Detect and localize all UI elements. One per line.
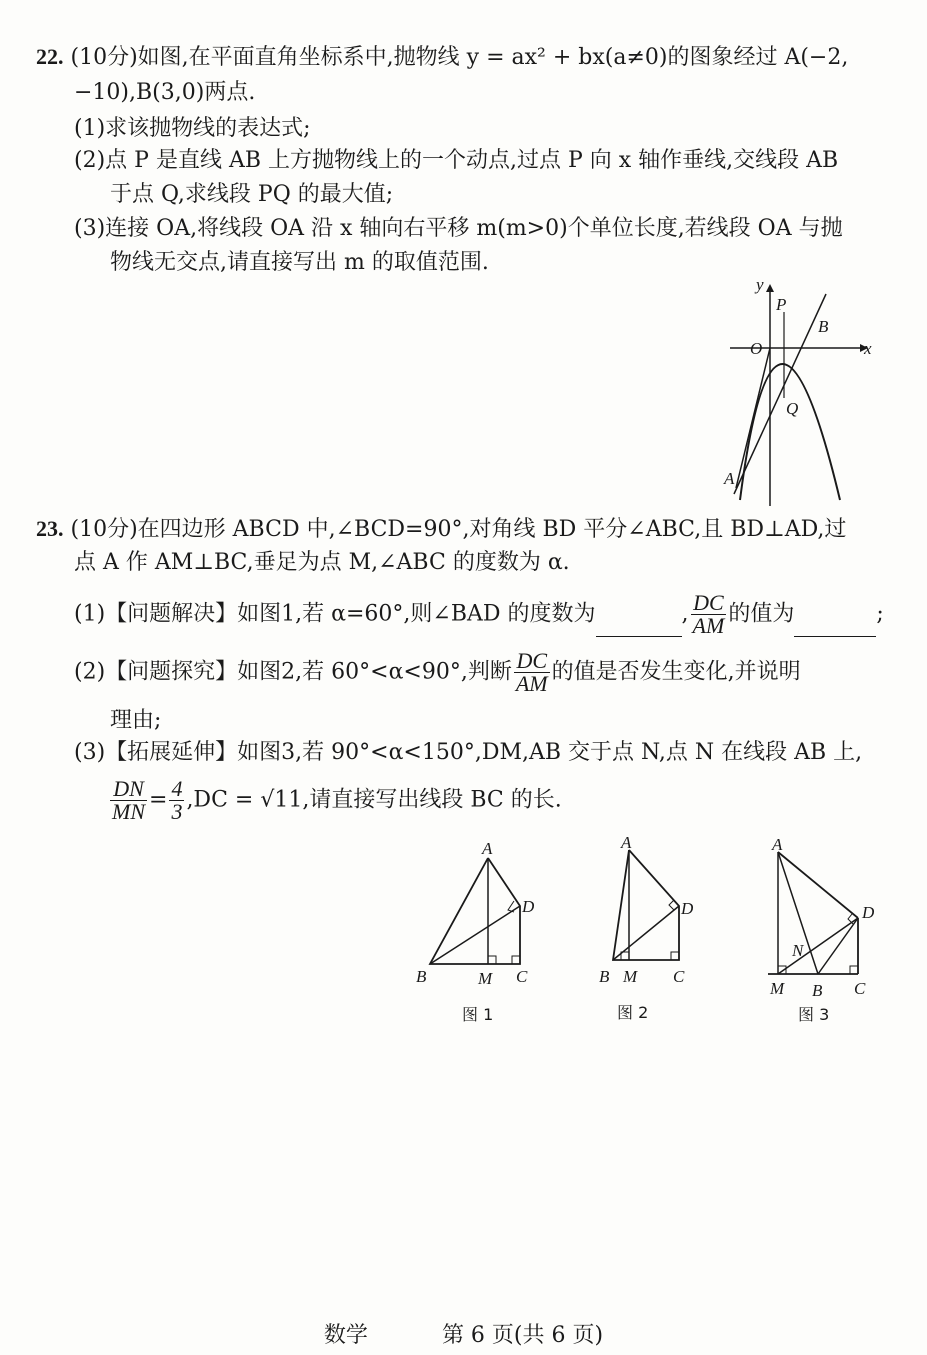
q23-part2-text: (2)【问题探究】如图2,若 60°<α<90°,判断 xyxy=(74,659,512,685)
answer-blank-1 xyxy=(596,614,682,637)
fig1-right-angle-M xyxy=(488,956,496,964)
fig1-label-M: M xyxy=(478,969,493,988)
q23-part3-b xyxy=(108,778,562,823)
fraction-dc-am-2 xyxy=(514,650,550,695)
fig1-label-C: C xyxy=(516,967,528,986)
frac-den: AM xyxy=(515,671,548,696)
label-y: y xyxy=(756,275,764,294)
frac-den: 3 xyxy=(171,799,183,824)
q23-part1-text-2: 的值为 xyxy=(728,601,795,627)
q23-stem-1: (10分)在四边形 ABCD 中,∠BCD=90°,对角线 BD 平分∠ABC,且 BD⊥AD,过 xyxy=(70,517,847,542)
q22-stem-1: (10分)如图,在平面直角坐标系中,抛物线 y = ax² + bx(a≠0)的图象经过 A(−2, xyxy=(70,45,849,70)
q23-part1 xyxy=(74,592,884,637)
q23-number: 23. xyxy=(36,516,64,541)
fig2-caption: 图 2 xyxy=(617,1003,649,1022)
fig3-DM xyxy=(778,918,858,974)
fraction-dn-mn xyxy=(110,778,147,823)
label-Q: Q xyxy=(786,399,799,418)
footer-subject: 数学 xyxy=(323,1323,368,1348)
q23-part1-end: ; xyxy=(876,601,884,627)
fig1-BD xyxy=(430,906,520,964)
q22-stem-2: −10),B(3,0)两点. xyxy=(74,80,256,105)
footer-page-number: 第 6 页(共 6 页) xyxy=(441,1323,604,1348)
q23-part2-text-2: 的值是否发生变化,并说明 xyxy=(551,659,801,685)
page-footer xyxy=(0,1318,927,1349)
fig2-right-angle-D xyxy=(669,900,674,910)
frac-num: 4 xyxy=(171,776,183,801)
fig3-label-M: M xyxy=(770,979,785,998)
q23-part3-a: (3)【拓展延伸】如图3,若 90°<α<150°,DM,AB 交于点 N,点 N 在线段 AB 上, xyxy=(74,740,863,765)
fig2-label-A: A xyxy=(621,833,632,852)
q22-number: 22. xyxy=(36,44,64,69)
figure-1 xyxy=(410,840,540,1030)
q22-part3-a: (3)连接 OA,将线段 OA 沿 x 轴向右平移 m(m>0)个单位长度,若线段 OA 与抛 xyxy=(74,216,843,241)
fig1-label-A: A xyxy=(482,839,493,858)
q22-part2-a: (2)点 P 是直线 AB 上方抛物线上的一个动点,过点 P 向 x 轴作垂线,交线段 AB xyxy=(74,148,839,173)
q22-parabola-graph xyxy=(720,275,880,508)
fig2-right-angle-C xyxy=(671,952,679,960)
fig3-label-D: D xyxy=(862,903,875,922)
fig2-label-C: C xyxy=(673,967,685,986)
label-P: P xyxy=(776,295,787,314)
q23-part2 xyxy=(74,650,801,695)
fig1-caption: 图 1 xyxy=(462,1005,494,1024)
fraction-dc-am xyxy=(691,592,727,637)
figure-3 xyxy=(762,834,882,1030)
q22-part3-b: 物线无交点,请直接写出 m 的取值范围. xyxy=(110,250,489,275)
q23-part1-comma: , xyxy=(681,601,689,627)
frac-num: DC xyxy=(514,650,550,673)
fig3-AD xyxy=(778,852,858,918)
figure-2 xyxy=(595,832,705,1022)
fig2-label-D: D xyxy=(681,899,694,918)
fig3-label-C: C xyxy=(854,979,866,998)
label-O: O xyxy=(750,339,763,358)
fig3-label-B: B xyxy=(812,981,823,1000)
q23-stem-2: 点 A 作 AM⊥BC,垂足为点 M,∠ABC 的度数为 α. xyxy=(74,550,570,575)
frac-num: DN xyxy=(110,778,147,801)
fig1-label-B: B xyxy=(416,967,427,986)
label-x: x xyxy=(864,339,872,358)
q23-part2-b: 理由; xyxy=(110,708,162,733)
fig3-label-A: A xyxy=(772,835,783,854)
label-B: B xyxy=(818,317,829,336)
q22-part2-b: 于点 Q,求线段 PQ 的最大值; xyxy=(110,182,394,207)
q23-part3-text: ,DC = √11,请直接写出线段 BC 的长. xyxy=(186,787,562,813)
q22-line1 xyxy=(36,42,848,73)
fig1-right-angle-C xyxy=(512,956,520,964)
y-axis-arrow xyxy=(766,284,774,292)
frac-num: DC xyxy=(691,592,727,615)
q22-part1: (1)求该抛物线的表达式; xyxy=(74,116,311,141)
frac-den: MN xyxy=(112,799,145,824)
equals-sign: = xyxy=(149,787,168,813)
line-AB xyxy=(734,294,826,494)
q23-line1 xyxy=(36,514,846,545)
fig3-caption: 图 3 xyxy=(798,1005,830,1024)
fig2-label-M: M xyxy=(623,967,638,986)
fig1-label-D: D xyxy=(522,897,535,916)
parabola-curve xyxy=(740,364,840,500)
segment-OA xyxy=(736,348,770,488)
fraction-4-3 xyxy=(169,778,184,823)
fig1-quad xyxy=(430,858,520,964)
fig3-label-N: N xyxy=(792,941,804,960)
label-A: A xyxy=(724,469,735,488)
fig2-label-B: B xyxy=(599,967,610,986)
frac-den: AM xyxy=(692,613,725,638)
q23-part1-text: (1)【问题解决】如图1,若 α=60°,则∠BAD 的度数为 xyxy=(74,601,596,627)
answer-blank-2 xyxy=(794,614,876,637)
fig3-right-angle-C xyxy=(850,966,858,974)
